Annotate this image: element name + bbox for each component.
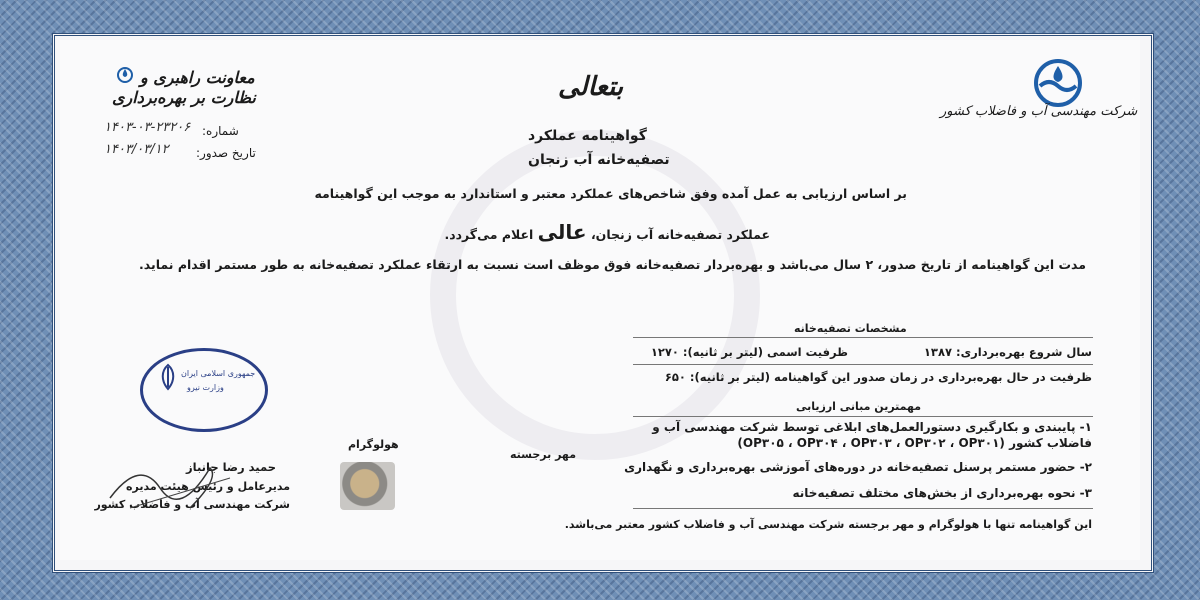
stamp-line-2: وزارت نیرو — [187, 383, 224, 392]
criteria-item-1-line2: فاضلاب کشور (OP۳۰۵ ، OP۳۰۴ ، OP۳۰۳ ، OP۳۰۲ ، OP۳۰۱) — [737, 436, 1092, 450]
signer-name: حمید رضا جانباز — [186, 460, 276, 474]
start-year: سال شروع بهره‌برداری: ۱۳۸۷ — [923, 345, 1092, 359]
water-company-logo-icon — [1022, 58, 1094, 108]
signature-scribble-icon — [100, 448, 240, 518]
criteria-bottom-rule — [633, 508, 1093, 509]
iran-emblem-icon — [155, 363, 181, 391]
criteria-item-2: ۲- حضور مستمر پرسنل تصفیه‌خانه در دوره‌های آموزشی بهره‌برداری و نگهداری — [624, 460, 1092, 474]
criteria-item-3: ۳- نحوه بهره‌برداری از بخش‌های مختلف تصفیه‌خانه — [792, 486, 1092, 500]
criteria-heading: مهمترین مبانی ارزیابی — [796, 400, 922, 413]
performance-after: اعلام می‌گردد. — [444, 227, 534, 242]
signer-title-2: شرکت مهندسی آب و فاضلاب کشور — [94, 498, 290, 511]
left-organization-line2: نظارت بر بهره‌برداری — [112, 88, 256, 107]
rating-value: عالی — [537, 220, 587, 244]
criteria-top-rule — [633, 416, 1093, 417]
stamp-line-1: جمهوری اسلامی ایران — [181, 369, 256, 378]
performance-line — [444, 220, 770, 244]
date-value: ۱۴۰۳/۰۳/۱۲ — [104, 142, 169, 157]
small-drop-logo-icon — [116, 66, 134, 84]
plant-name: تصفیه‌خانه آب زنجان — [528, 152, 670, 168]
specs-mid-rule — [633, 364, 1093, 365]
specs-top-rule — [633, 337, 1093, 338]
validity-paragraph: مدت این گواهینامه از تاریخ صدور، ۲ سال می‌باشد و بهره‌بردار تصفیه‌خانه فوق موظف است نسبت به ارتقاء عملکرد تصفیه‌خانه به طور مستمر اقدام نماید. — [139, 257, 1086, 272]
invocation-calligraphy: بتعالی — [558, 72, 624, 102]
date-label: تاریخ صدور: — [196, 146, 256, 160]
right-organization-name: شرکت مهندسی آب و فاضلاب کشور — [940, 104, 1138, 119]
number-label: شماره: — [202, 124, 239, 138]
validity-note: این گواهینامه تنها با هولوگرام و مهر برجسته شرکت مهندسی آب و فاضلاب کشور معتبر می‌باشد. — [564, 518, 1092, 531]
left-organization-line1: معاونت راهبری و — [140, 68, 255, 87]
current-capacity: ظرفیت در حال بهره‌برداری در زمان صدور این گواهینامه (لیتر بر ثانیه): ۶۵۰ — [664, 370, 1092, 384]
seal-label: مهر برجسته — [510, 448, 576, 461]
specs-heading: مشخصات تصفیه‌خانه — [794, 322, 907, 335]
criteria-item-1-line1: ۱- پایبندی و بکارگیری دستورالعمل‌های ابلاغی توسط شرکت مهندسی آب و — [652, 420, 1092, 434]
hologram-label: هولوگرام — [348, 438, 399, 451]
ministry-stamp — [140, 348, 268, 432]
performance-before: عملکرد تصفیه‌خانه آب زنجان، — [590, 227, 770, 242]
nominal-capacity: ظرفیت اسمی (لیتر بر ثانیه): ۱۲۷۰ — [650, 345, 848, 359]
assessment-paragraph: بر اساس ارزیابی به عمل آمده وفق شاخص‌های عملکرد معتبر و استاندارد به موجب این گواهینامه — [314, 186, 907, 201]
number-value: ۱۴۰۳-۰۳-۲۳۲۰۶ — [104, 120, 191, 135]
watermark-emblem — [430, 130, 760, 460]
hologram-sticker — [340, 462, 395, 510]
signer-title-1: مدیرعامل و رئیس هیئت مدیره — [126, 480, 290, 493]
certificate-title: گواهینامه عملکرد — [528, 128, 647, 144]
